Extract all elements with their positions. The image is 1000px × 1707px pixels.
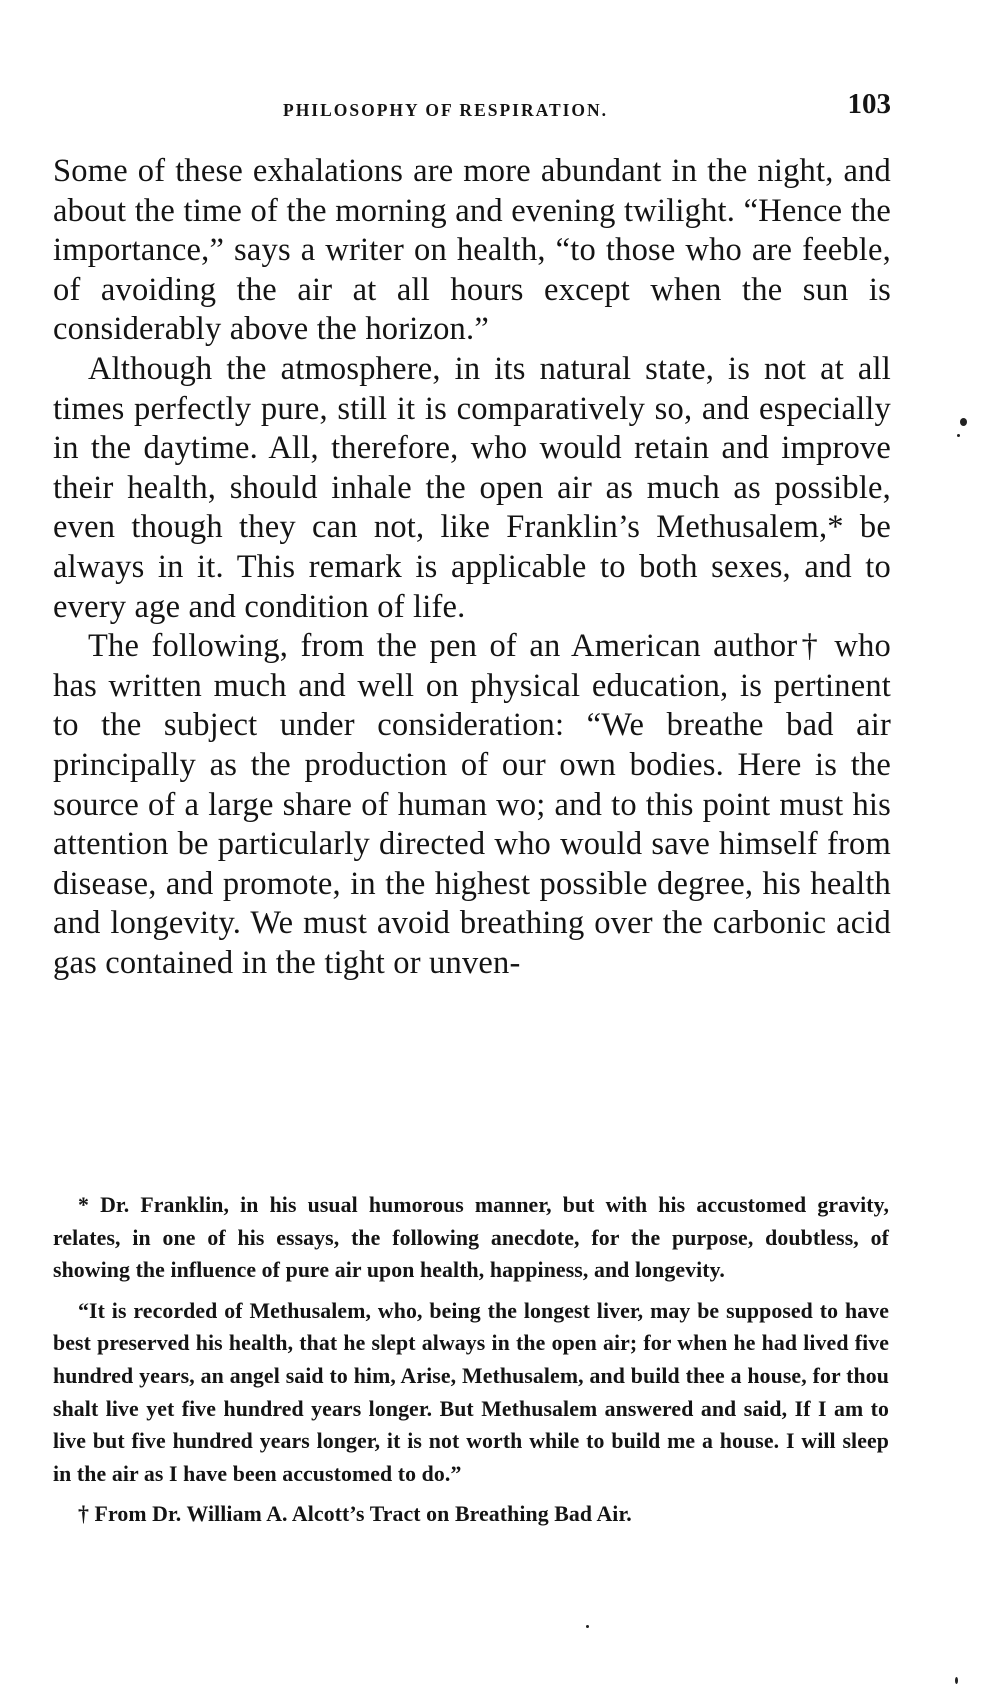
footnote-methusalem-quote: “It is recorded of Methusalem, who, being the longest liver, may be supposed to have best preserved his health, that he slept always in the open air; for when he had lived five hundred years, an angel said to him, Arise, Methusalem, and build thee a house, for thou shalt live yet five hundred years longer. But Methusalem answered and said, If I am to live but five hundred years longer, it is not worth while to build me a house. I will sleep in the air as I have been accustomed to do.” <box>53 1298 889 1486</box>
page-header <box>53 88 891 128</box>
paragraph-atmosphere: Although the atmosphere, in its natural state, is not at all times perfectly pure, still it is comparatively so, and especially in the daytime. All, therefore, who would retain and improve their health, should inhale the open air as much as possible, even though they can not, like Franklin’s Methusalem,* be always in it. This remark is applicable to both sexes, and to every age and condition of life. <box>53 350 891 625</box>
ink-speck <box>957 434 960 437</box>
paragraph-american-author: The following, from the pen of an American author† who has written much and well on physical education, is pertinent to the subject under consideration: “We breathe bad air principally as the production of our own bodies. Here is the source of a large share of human wo; and to this point must his attention be particularly directed who would save himself from disease, and promote, in the highest possible degree, his health and longevity. We must avoid breathing over the carbonic acid gas contained in the tight or unven- <box>53 628 891 981</box>
body-text <box>53 152 891 983</box>
ink-speck <box>960 418 967 426</box>
footnotes <box>53 1189 889 1531</box>
running-title: PHILOSOPHY OF RESPIRATION. <box>283 100 609 120</box>
page-number: 103 <box>847 88 891 120</box>
ink-speck <box>586 1625 589 1628</box>
footnote-franklin: * Dr. Franklin, in his usual humorous manner, but with his accustomed gravity, relates, in one of his essays, the following anecdote, for the purpose, doubtless, of showing the influence of pure air upon health, happiness, and longevity. <box>53 1193 889 1283</box>
footnote-alcott: † From Dr. William A. Alcott’s Tract on Breathing Bad Air. <box>78 1502 632 1527</box>
paragraph-exhalations: Some of these exhalations are more abundant in the night, and about the time of the morning and evening twilight. “Hence the importance,” says a writer on health, “to those who are feeble, of avoiding the air at all hours except when the sun is considerably above the horizon.” <box>53 153 891 348</box>
ink-speck <box>955 1677 958 1684</box>
